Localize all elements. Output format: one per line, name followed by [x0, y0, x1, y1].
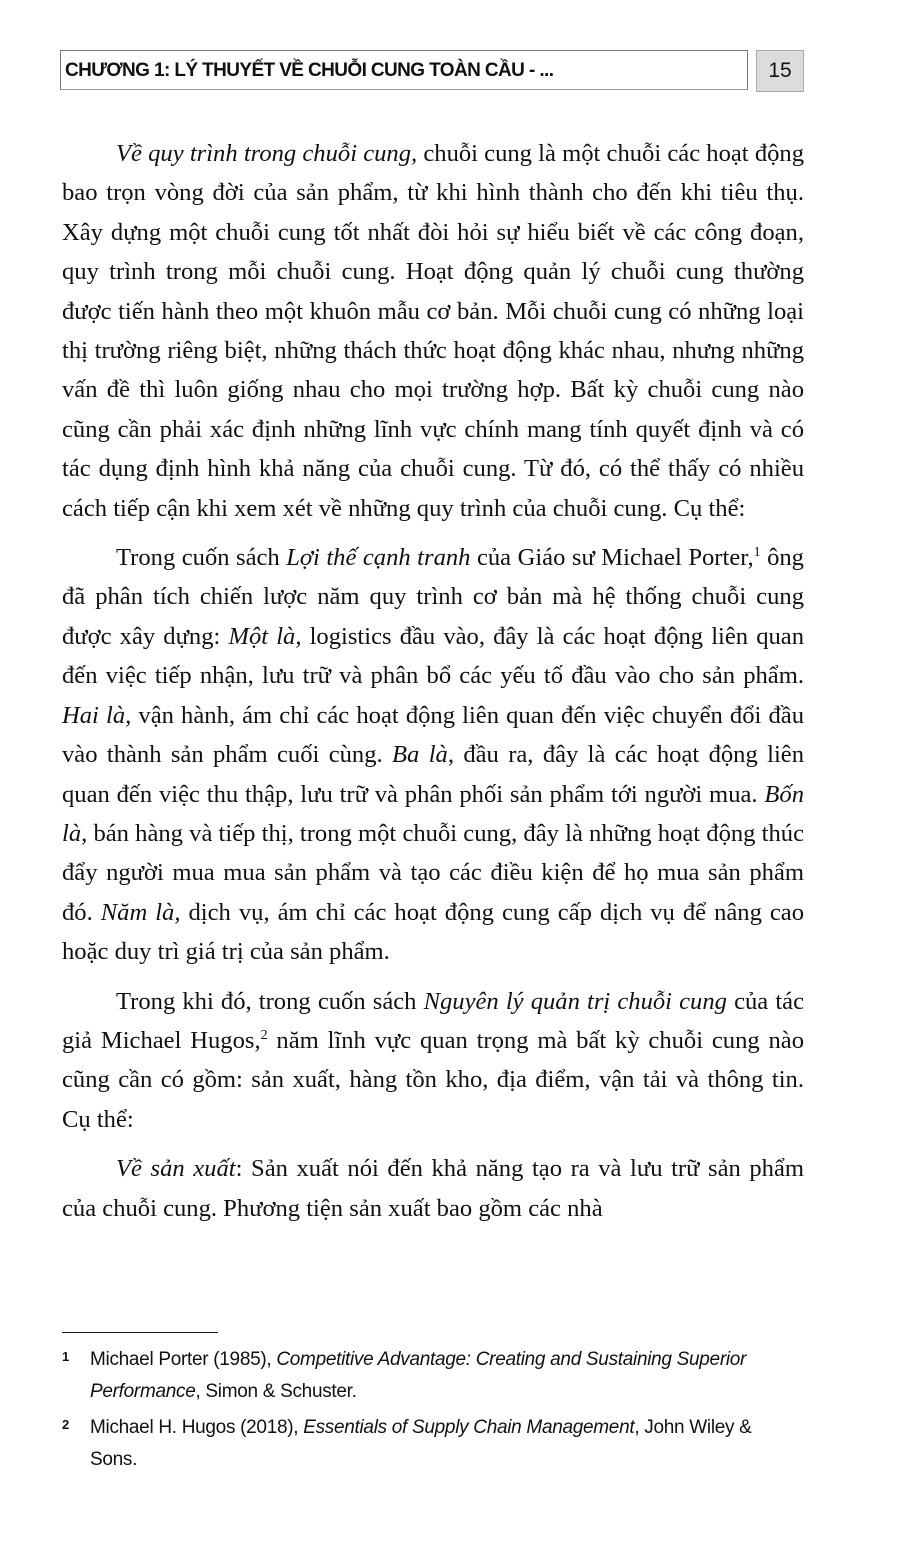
book-title: Lợi thế cạnh tranh	[286, 544, 471, 572]
footnote-ref[interactable]: 1	[753, 544, 761, 560]
footnote-text: Michael H. Hugos (2018),	[90, 1417, 304, 1438]
paragraph-text: vận hành, ám chỉ các hoạt động liên quan đến việc chuyển đổi đầu vào thành sản phẩm cuối cùng.	[62, 701, 804, 769]
paragraph-text: của tác giả Michael Hugos,	[62, 987, 804, 1054]
lead-in: Về quy trình trong chuỗi cung,	[116, 140, 418, 167]
page-number: 15	[768, 59, 792, 82]
paragraph-text: logistics đầu vào, đây là các hoạt động liên quan đến việc tiếp nhận, lưu trữ và phân bổ các yếu tố đầu vào cho sản phẩm.	[62, 622, 805, 690]
paragraph-text: bán hàng và tiếp thị, trong một chuỗi cung, đây là những hoạt động thúc đẩy người mua mua sản phẩm và tạo các điều kiện để họ mua sản phẩm đó.	[62, 819, 804, 926]
paragraph-text: Trong khi đó, trong cuốn sách	[116, 987, 424, 1015]
footnote-text: , Simon & Schuster.	[195, 1381, 357, 1402]
footnote-book-title: Essentials of Supply Chain Management	[303, 1417, 635, 1438]
footnote-number: 2	[62, 1417, 69, 1432]
body-text	[62, 134, 804, 1242]
page-number-box	[756, 50, 804, 92]
paragraph-production	[62, 1149, 804, 1228]
enumerator: Năm là,	[100, 898, 181, 926]
paragraph-text: : Sản xuất nói đến khả năng tạo ra và lưu trữ sản phẩm của chuỗi cung. Phương tiện sản xuất bao gồm các nhà	[62, 1155, 804, 1222]
enumerator: Hai là,	[62, 701, 132, 729]
footnote-number: 1	[62, 1349, 69, 1364]
footnote-divider	[62, 1332, 218, 1333]
header-frame	[60, 50, 748, 90]
footnote-2	[62, 1412, 802, 1476]
paragraph-text: ông đã phân tích chiến lược năm quy trình cơ bản mà hệ thống chuỗi cung được xây dựng:	[62, 544, 804, 650]
footnote-book-title: Competitive Advantage: Creating and Sustaining Superior Performance	[90, 1349, 747, 1402]
footnote-1	[62, 1344, 802, 1408]
lead-in: Về sản xuất	[116, 1155, 236, 1183]
footnotes	[62, 1344, 802, 1480]
footnote-text: Michael Porter (1985),	[90, 1349, 277, 1370]
paragraph-process	[62, 134, 804, 528]
paragraph-hugos	[62, 982, 804, 1140]
paragraph-text: năm lĩnh vực quan trọng mà bất kỳ chuỗi cung nào cũng cần có gồm: sản xuất, hàng tồn kho, địa điểm, vận tải và thông tin. Cụ thể:	[62, 1026, 804, 1133]
footnote-ref[interactable]: 2	[260, 1027, 268, 1043]
book-title: Nguyên lý quản trị chuỗi cung	[423, 987, 727, 1015]
enumerator: Một là,	[228, 622, 302, 650]
paragraph-text: của Giáo sư Michael Porter,	[470, 544, 754, 572]
paragraph-text: chuỗi cung là một chuỗi các hoạt động bao trọn vòng đời của sản phẩm, từ khi hình thành cho đến khi tiêu thụ. Xây dựng một chuỗi cung tốt nhất đòi hỏi sự hiểu biết về các công đoạn, quy trình trong mỗi chuỗi cung. Hoạt động quản lý chuỗi cung thường được tiến hành theo một khuôn mẫu cơ bản. Mỗi chuỗi cung có những loại thị trường riêng biệt, những thách thức hoạt động khác nhau, nhưng những vấn đề thì luôn giống nhau cho mọi trường hợp. Bất kỳ chuỗi cung nào cũng cần phải xác định những lĩnh vực chính mang tính quyết định và có tác dụng định hình khả năng của chuỗi cung. Từ đó, có thể thấy có nhiều cách tiếp cận khi xem xét về những quy trình của chuỗi cung. Cụ thể:	[62, 140, 805, 522]
footnote-text: , John Wiley & Sons.	[90, 1417, 752, 1470]
paragraph-porter	[62, 538, 804, 971]
paragraph-text: đầu ra, đây là các hoạt động liên quan đến việc thu thập, lưu trữ và phân phối sản phẩm tới người mua.	[62, 741, 805, 808]
enumerator: Ba là,	[392, 741, 454, 769]
enumerator: Bốn là,	[62, 780, 804, 847]
paragraph-text: Trong cuốn sách	[116, 544, 287, 572]
chapter-title: CHƯƠNG 1: LÝ THUYẾT VỀ CHUỖI CUNG TOÀN CẦU - ...	[65, 60, 554, 81]
paragraph-text: dịch vụ, ám chỉ các hoạt động cung cấp dịch vụ để nâng cao hoặc duy trì giá trị của sản phẩm.	[62, 898, 805, 966]
running-header	[60, 50, 800, 94]
